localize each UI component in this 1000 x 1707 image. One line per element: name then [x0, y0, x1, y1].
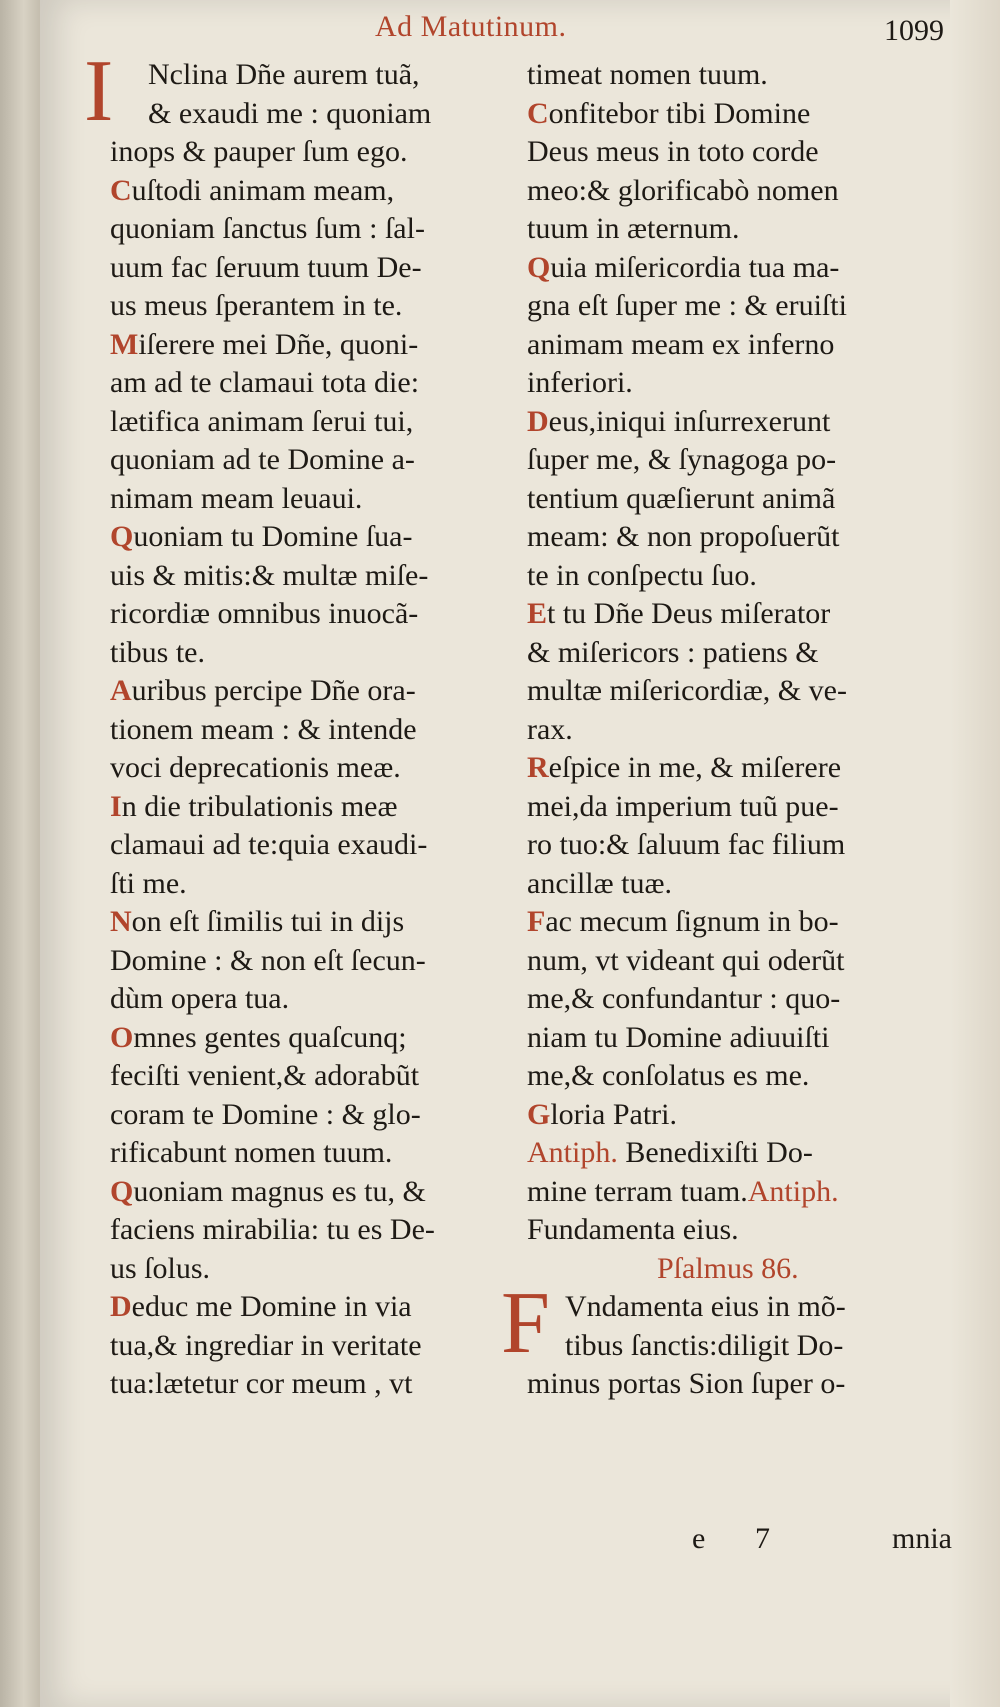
text-line [110, 1134, 520, 1173]
red-initial: E [527, 597, 548, 630]
line-text: us meus ſperantem in te. [110, 289, 403, 322]
red-initial: Q [110, 520, 134, 553]
line-text: Fundamenta eius. [527, 1213, 739, 1246]
line-text: coram te Domine : & glo- [110, 1097, 421, 1131]
line-text: voci deprecationis meæ. [110, 751, 401, 784]
text-line [110, 634, 520, 673]
text-line [527, 1096, 952, 1135]
line-text: uſtodi animam meam, [131, 173, 395, 207]
red-initial: G [527, 1097, 551, 1131]
text-line [527, 56, 952, 95]
line-text: mnes gentes quaſcunq; [133, 1020, 407, 1054]
antiphon-label: Antiph. [747, 1174, 839, 1208]
psalm-heading: Pſalmus 86. [657, 1251, 799, 1285]
line-text: te in conſpectu ſuo. [527, 558, 757, 592]
text-line [527, 249, 952, 288]
text-line [527, 980, 952, 1019]
line-text: feciſti venient,& adorabũt [110, 1059, 420, 1092]
text-line [110, 326, 520, 365]
line-text: ſuper me, & ſynagoga po- [527, 443, 837, 476]
red-initial: F [527, 905, 546, 938]
text-line [527, 403, 952, 442]
red-initial: R [527, 751, 549, 784]
line-text: nimam meam leuaui. [110, 481, 363, 515]
text-line [527, 788, 952, 827]
line-text: clamaui ad te:quia exaudi- [110, 828, 428, 861]
text-line [527, 133, 952, 172]
line-text: timeat nomen tuum. [527, 58, 768, 91]
folio-number: 1099 [884, 14, 944, 47]
text-line [527, 480, 952, 519]
line-text: mei,da imperium tuũ pue- [527, 789, 839, 823]
text-line [110, 749, 520, 788]
line-text: num, vt videant qui oderũt [527, 943, 845, 977]
antiphon-label: Antiph. [527, 1136, 626, 1169]
line-text: minus portas Sion ſuper o- [527, 1367, 846, 1400]
line-text: uribus percipe Dñe ora- [131, 674, 416, 707]
red-initial: Q [527, 250, 551, 284]
text-line [527, 172, 952, 211]
line-text: loria Patri. [550, 1097, 677, 1131]
text-line [110, 441, 520, 480]
line-text: & exaudi me : quoniam [148, 96, 432, 130]
text-line [527, 749, 952, 788]
text-line [110, 518, 520, 557]
line-text: ancillæ tuæ. [527, 866, 672, 900]
line-text: ro tuo:& ſaluum fac filium [527, 828, 846, 861]
line-text: me,& confundantur : quo- [527, 982, 841, 1015]
drop-capital: I [84, 43, 114, 140]
text-line [527, 865, 952, 904]
text-line [110, 95, 520, 134]
text-line [527, 595, 952, 634]
line-text: tuum in æternum. [527, 212, 740, 245]
page-footer [527, 1522, 952, 1562]
page-edge [950, 0, 1000, 1707]
text-line [110, 1250, 520, 1289]
line-text: onfitebor tibi Domine [548, 96, 811, 130]
line-text: ricordiæ omnibus inuocã- [110, 597, 419, 630]
line-text: eſpice in me, & miſerere [548, 751, 842, 784]
red-initial: Q [110, 1174, 134, 1208]
line-text: tentium quæſierunt animã [527, 481, 836, 515]
line-text: & miſericors : patiens & [527, 635, 819, 669]
line-text: inops & pauper ſum ego. [110, 135, 408, 168]
line-text: Benedixiſti Do- [625, 1136, 813, 1169]
text-line [527, 634, 952, 673]
text-line [110, 172, 520, 211]
text-line [527, 287, 952, 326]
line-text: educ me Domine in via [131, 1290, 412, 1323]
line-text: meam: & non propoſuerũt [527, 520, 840, 553]
line-text: quoniam ad te Domine a- [110, 443, 415, 476]
text-line [527, 518, 952, 557]
line-text: faciens mirabilia: tu es De- [110, 1213, 435, 1246]
text-line [527, 672, 952, 711]
text-line [110, 826, 520, 865]
text-line [527, 1211, 952, 1250]
red-initial: C [527, 96, 549, 130]
line-text: rificabunt nomen tuum. [110, 1136, 393, 1169]
line-text: meo:& glorificabò nomen [527, 173, 839, 207]
text-line [110, 865, 520, 904]
text-line [110, 1327, 520, 1366]
red-initial: I [110, 789, 122, 823]
line-text: multæ miſericordiæ, & ve- [527, 674, 847, 707]
text-line [110, 672, 520, 711]
text-line [527, 826, 952, 865]
line-text: lætifica animam ſerui tui, [110, 404, 414, 438]
text-line [527, 1057, 952, 1096]
text-line [110, 1019, 520, 1058]
line-text: dùm opera tua. [110, 982, 290, 1015]
line-text: mine terram tuam. [527, 1174, 748, 1208]
text-line [527, 441, 952, 480]
text-line [110, 1096, 520, 1135]
line-text: gna eſt ſuper me : & eruiſti [527, 289, 847, 322]
text-line [110, 980, 520, 1019]
text-line [527, 326, 952, 365]
text-line [527, 1327, 952, 1366]
left-column [84, 43, 520, 1404]
book-binding [0, 0, 40, 1707]
text-line [110, 403, 520, 442]
line-text: tua,& ingrediar in veritate [110, 1328, 422, 1362]
red-initial: C [110, 173, 132, 207]
line-text: animam meam ex inferno [527, 327, 835, 361]
line-text: n die tribulationis meæ [121, 789, 398, 823]
line-text: us ſolus. [110, 1251, 211, 1285]
line-text: niam tu Domine adiuuiſti [527, 1020, 830, 1054]
text-line [527, 95, 952, 134]
text-line [527, 1134, 952, 1173]
signature-mark: e [692, 1522, 706, 1555]
text-line [110, 287, 520, 326]
text-line [110, 595, 520, 634]
line-text: tibus ſanctis:diligit Do- [565, 1328, 844, 1362]
line-text: t tu Dñe Deus miſerator [547, 597, 831, 630]
text-line [110, 1211, 520, 1250]
line-text: tibus te. [110, 635, 205, 669]
text-line [110, 942, 520, 981]
line-text: ſti me. [110, 866, 187, 900]
line-text: Domine : & non eſt ſecun- [110, 943, 426, 977]
text-line [110, 557, 520, 596]
red-initial: D [527, 404, 549, 438]
red-initial: O [110, 1020, 134, 1054]
line-text: am ad te clamaui tota die: [110, 366, 420, 399]
text-line [110, 249, 520, 288]
text-line [110, 1173, 520, 1212]
right-column [501, 56, 952, 1404]
text-line [110, 133, 520, 172]
line-text: uis & mitis:& multæ miſe- [110, 558, 429, 592]
text-line [527, 942, 952, 981]
text-line [110, 788, 520, 827]
text-line [527, 210, 952, 249]
line-text: rax. [527, 712, 573, 746]
text-line [527, 1173, 952, 1212]
text-line [110, 1288, 520, 1327]
line-text: Nclina Dñe aurem tuã, [148, 58, 420, 91]
line-text: tua:lætetur cor meum , vt [110, 1367, 413, 1400]
red-initial: A [110, 674, 132, 707]
drop-capital: F [501, 1275, 550, 1372]
running-title: Ad Matutinum. [375, 10, 567, 43]
text-line [110, 711, 520, 750]
text-line [527, 1019, 952, 1058]
signature-number: 7 [755, 1522, 770, 1555]
line-text: eus,iniqui inſurrexerunt [548, 404, 831, 438]
line-text: uia miſericordia tua ma- [550, 250, 840, 284]
red-initial: D [110, 1290, 132, 1323]
line-text: uoniam magnus es tu, & [133, 1174, 426, 1208]
text-line [527, 903, 952, 942]
catchword: mnia [892, 1522, 952, 1555]
line-text: uoniam tu Domine ſua- [133, 520, 413, 553]
text-line [527, 557, 952, 596]
red-initial: M [110, 327, 139, 361]
line-text: ac mecum ſignum in bo- [545, 905, 839, 938]
line-text: uum fac ſeruum tuum De- [110, 250, 422, 284]
text-line [110, 1365, 520, 1404]
line-text: inferiori. [527, 366, 633, 399]
text-line [527, 1365, 952, 1404]
line-text: quoniam ſanctus ſum : ſal- [110, 212, 425, 245]
text-line [110, 210, 520, 249]
line-text: iſerere mei Dñe, quoni- [138, 327, 419, 361]
line-text: Deus meus in toto corde [527, 135, 819, 168]
line-text: Vndamenta eius in mõ- [565, 1290, 846, 1323]
text-line [527, 711, 952, 750]
text-line [110, 480, 520, 519]
text-line [110, 364, 520, 403]
text-line [110, 1057, 520, 1096]
line-text: tionem meam : & intende [110, 712, 417, 746]
red-initial: N [110, 905, 132, 938]
line-text: me,& conſolatus es me. [527, 1059, 810, 1092]
text-line [527, 364, 952, 403]
line-text: on eſt ſimilis tui in dijs [131, 905, 405, 938]
text-line [110, 903, 520, 942]
